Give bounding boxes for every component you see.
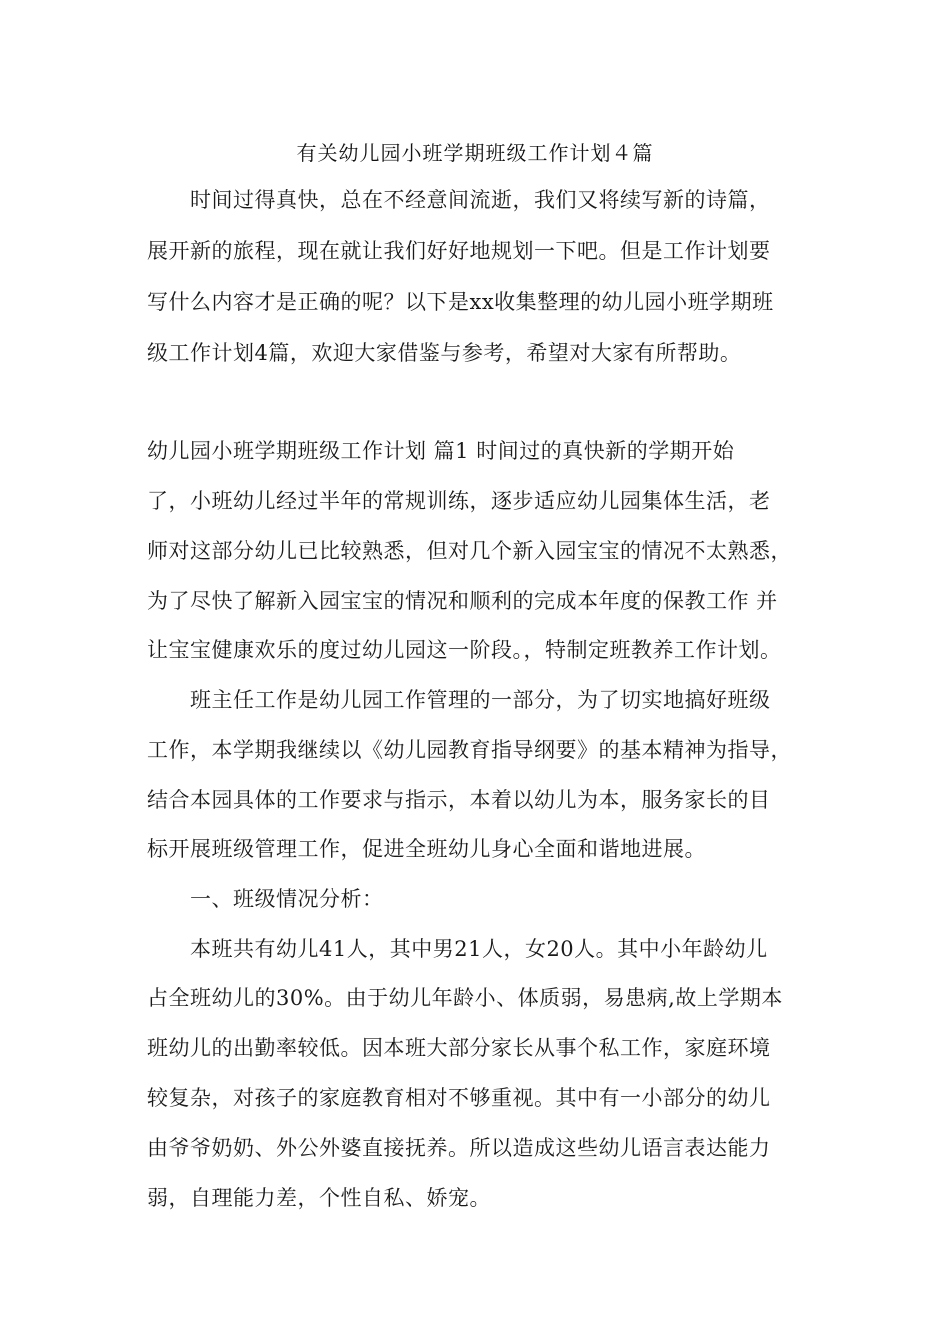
- paragraph-line: 写什么内容才是正确的呢？以下是xx收集整理的幼儿园小班学期班: [147, 290, 774, 314]
- paragraph-line: 结合本园具体的工作要求与指示，本着以幼儿为本，服务家长的目: [147, 788, 771, 812]
- paragraph-line: 级工作计划4篇，欢迎大家借鉴与参考，希望对大家有所帮助。: [147, 341, 742, 365]
- paragraph-line: 师对这部分幼儿已比较熟悉，但对几个新入园宝宝的情况不太熟悉，: [147, 539, 792, 563]
- paragraph-line: 标开展班级管理工作，促进全班幼儿身心全面和谐地进展。: [147, 837, 706, 861]
- paragraph-line: 时间过得真快，总在不经意间流逝，我们又将续写新的诗篇，: [190, 188, 771, 212]
- paragraph-line: 班主任工作是幼儿园工作管理的一部分，为了切实地搞好班级: [190, 688, 771, 712]
- paragraph-line: 较复杂，对孩子的家庭教育相对不够重视。其中有一小部分的幼儿: [147, 1086, 771, 1110]
- paragraph-line: 由爷爷奶奶、外公外婆直接抚养。所以造成这些幼儿语言表达能力: [147, 1136, 771, 1160]
- section-heading-line: 幼儿园小班学期班级工作计划 篇1 时间过的真快新的学期开始: [147, 439, 735, 463]
- subsection-heading: 一、班级情况分析：: [190, 887, 384, 911]
- paragraph-line: 占全班幼儿的30%。由于幼儿年龄小、体质弱，易患病,故上学期本: [147, 986, 783, 1010]
- paragraph-line: 展开新的旅程，现在就让我们好好地规划一下吧。但是工作计划要: [147, 239, 771, 263]
- document-title: 有关幼儿园小班学期班级工作计划４篇: [296, 141, 654, 165]
- paragraph-line: 了，小班幼儿经过半年的常规训练，逐步适应幼儿园集体生活，老: [147, 489, 771, 513]
- paragraph-line: 本班共有幼儿41人，其中男21人，女20人。其中小年龄幼儿: [190, 937, 768, 961]
- paragraph-line: 班幼儿的出勤率较低。因本班大部分家长从事个私工作，家庭环境: [147, 1036, 771, 1060]
- paragraph-line: 弱，自理能力差，个性自私、娇宠。: [147, 1186, 491, 1210]
- paragraph-line: 为了尽快了解新入园宝宝的情况和顺利的完成本年度的保教工作 并: [147, 589, 778, 613]
- paragraph-line: 让宝宝健康欢乐的度过幼儿园这一阶段。，特制定班教养工作计划。: [147, 638, 782, 662]
- paragraph-line: 工作，本学期我继续以《幼儿园教育指导纲要》的基本精神为指导，: [147, 738, 792, 762]
